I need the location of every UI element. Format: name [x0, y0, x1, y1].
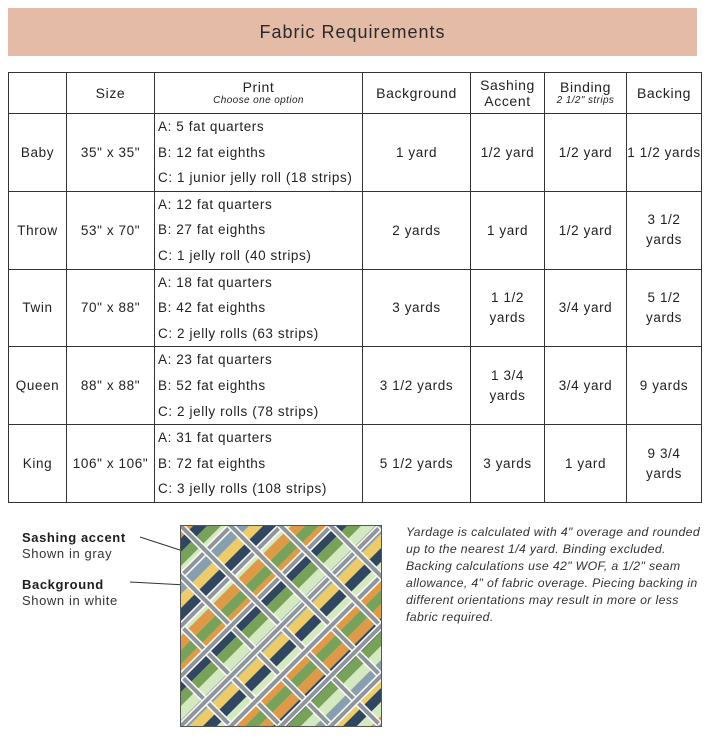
background-arrow-line: [130, 582, 186, 585]
print-option: C: 2 jelly rolls (78 strips): [158, 403, 319, 419]
row-sashing: 1 3/4 yards: [471, 347, 545, 425]
row-background: 2 yards: [363, 191, 471, 269]
print-option: C: 2 jelly rolls (63 strips): [158, 325, 319, 341]
yardage-note: Yardage is calculated with 4" overage and rounded up to the nearest 1/4 yard. Binding excluded. Backing calculations use 42" WOF, a 1/2" seam allowance, 4" of fabric overage. Piecing backing in different orientations may result in more or less fabric required.: [406, 525, 701, 624]
print-option: C: 1 junior jelly roll (18 strips): [158, 170, 353, 186]
legend-sashing-sub: Shown in gray: [22, 546, 113, 561]
row-name: Baby: [9, 114, 67, 192]
row-backing: 5 1/2 yards: [627, 269, 702, 347]
legend-sashing-title: Sashing accent: [22, 530, 126, 545]
legend-background-sub: Shown in white: [22, 593, 118, 608]
row-backing: 3 1/2 yards: [627, 191, 702, 269]
table-row: [9, 191, 702, 269]
row-background: 1 yard: [363, 114, 471, 192]
row-binding: 1/2 yard: [545, 191, 627, 269]
row-sashing: 1 yard: [471, 191, 545, 269]
banner-title: Fabric Requirements: [259, 21, 446, 42]
row-size: 88" x 88": [67, 347, 155, 425]
header-binding: Binding 2 1/2" strips: [545, 73, 627, 114]
row-background: 3 1/2 yards: [363, 347, 471, 425]
row-binding: 1 yard: [545, 425, 627, 503]
row-print: [155, 347, 363, 425]
header-size: Size: [67, 73, 155, 114]
row-sashing: 3 yards: [471, 425, 545, 503]
title-banner: [8, 8, 697, 56]
row-background: 5 1/2 yards: [363, 425, 471, 503]
row-binding: 3/4 yard: [545, 269, 627, 347]
row-print: [155, 191, 363, 269]
header-background: Background: [363, 73, 471, 114]
quilt-illustration: [180, 525, 382, 727]
header-print: Print Choose one option: [155, 73, 363, 114]
table-row: [9, 114, 702, 192]
header-binding-sub: 2 1/2" strips: [556, 95, 615, 106]
row-print: [155, 114, 363, 192]
print-option: B: 52 fat eighths: [158, 377, 266, 393]
row-size: 53" x 70": [67, 191, 155, 269]
row-name: King: [9, 425, 67, 503]
fabric-requirements-table: [8, 72, 702, 503]
row-print: [155, 269, 363, 347]
print-option: A: 5 fat quarters: [158, 119, 265, 134]
quilt-pattern: [180, 525, 382, 727]
print-option: A: 12 fat quarters: [158, 196, 273, 212]
row-backing: 9 3/4 yards: [627, 425, 702, 503]
row-size: 35" x 35": [67, 114, 155, 192]
legend-background-title: Background: [22, 577, 104, 592]
table-row: [9, 425, 702, 503]
legend-sashing: [22, 530, 126, 562]
row-print: [155, 425, 363, 503]
print-option: B: 12 fat eighths: [158, 144, 266, 160]
table-header-row: [9, 73, 702, 114]
header-sashing-accent: Sashing Accent: [471, 73, 545, 114]
row-name: Twin: [9, 269, 67, 347]
print-option: C: 1 jelly roll (40 strips): [158, 247, 312, 263]
print-option: A: 23 fat quarters: [158, 352, 273, 368]
row-name: Throw: [9, 191, 67, 269]
row-backing: 1 1/2 yards: [627, 114, 702, 192]
row-size: 106" x 106": [67, 425, 155, 503]
header-print-sub: Choose one option: [213, 95, 304, 106]
legend-background: [22, 577, 118, 609]
row-size: 70" x 88": [67, 269, 155, 347]
print-option: A: 31 fat quarters: [158, 430, 273, 446]
print-option: B: 42 fat eighths: [158, 300, 266, 316]
table-row: [9, 347, 702, 425]
row-binding: 1/2 yard: [545, 114, 627, 192]
print-option: C: 3 jelly rolls (108 strips): [158, 481, 327, 497]
row-name: Queen: [9, 347, 67, 425]
header-empty: [9, 73, 67, 114]
row-sashing: 1/2 yard: [471, 114, 545, 192]
row-sashing: 1 1/2 yards: [471, 269, 545, 347]
row-background: 3 yards: [363, 269, 471, 347]
print-option: B: 27 fat eighths: [158, 222, 266, 238]
row-backing: 9 yards: [627, 347, 702, 425]
table-row: [9, 269, 702, 347]
header-backing: Backing: [627, 73, 702, 114]
print-option: A: 18 fat quarters: [158, 274, 273, 290]
print-option: B: 72 fat eighths: [158, 455, 266, 471]
row-binding: 3/4 yard: [545, 347, 627, 425]
